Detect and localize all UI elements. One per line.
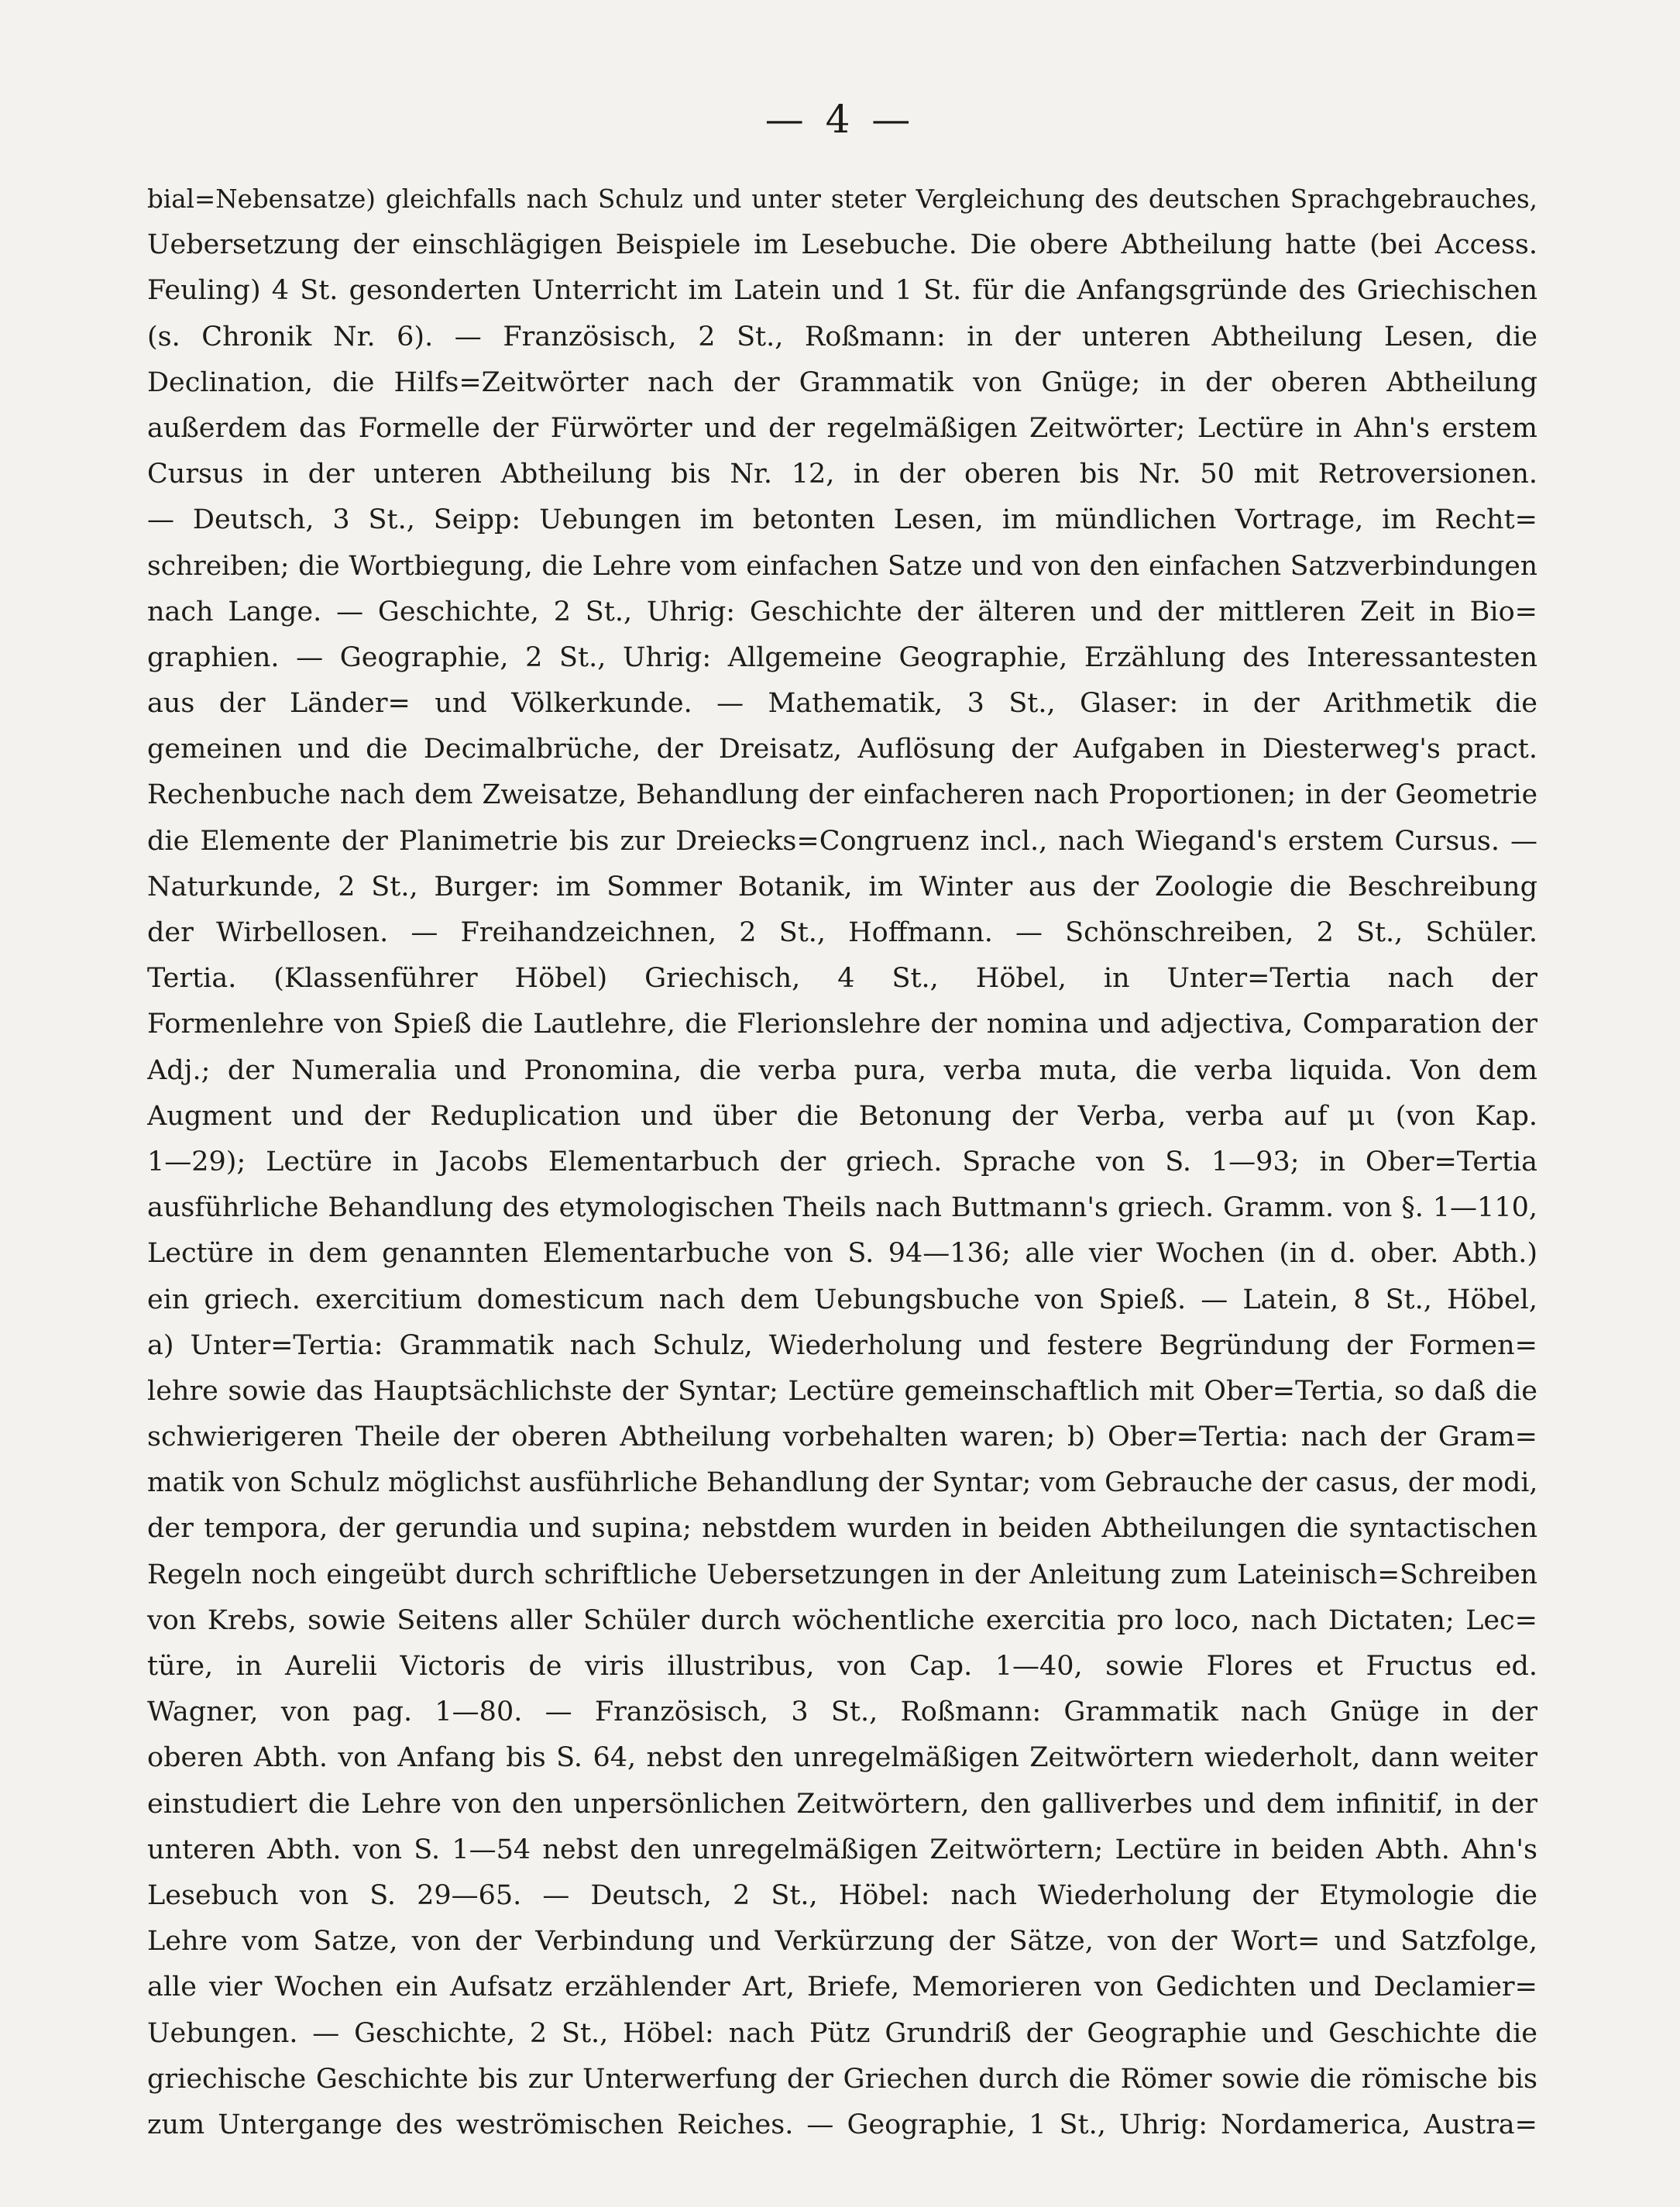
- text-line: Cursus in der unteren Abtheilung bis Nr. 12, in der oberen bis Nr. 50 mit Retroversionen.: [147, 459, 1537, 490]
- text-line: zum Untergange des weströmischen Reiches. — Geographie, 1 St., Uhrig: Nordamerica, Austra=: [147, 2109, 1537, 2140]
- text-line: Declination, die Hilfs=Zeitwörter nach der Grammatik von Gnüge; in der oberen Abtheilung: [147, 366, 1537, 398]
- text-line: türe, in Aurelii Victoris de viris illustribus, von Cap. 1—40, sowie Flores et Fructus ed.: [147, 1651, 1537, 1682]
- text-line: griechische Geschichte bis zur Unterwerfung der Griechen durch die Römer sowie die römische bis: [147, 2063, 1537, 2095]
- text-line: graphien. — Geographie, 2 St., Uhrig: Allgemeine Geographie, Erzählung des Interessantesten: [147, 641, 1537, 673]
- text-line: Lectüre in dem genannten Elementarbuche von S. 94—136; alle vier Wochen (in d. ober. Abth.): [147, 1238, 1537, 1270]
- text-line: schreiben; die Wortbiegung, die Lehre vom einfachen Satze und von den einfachen Satzverbindungen: [147, 550, 1537, 582]
- text-line: Uebersetzung der einschlägigen Beispiele im Lesebuche. Die obere Abtheilung hatte (bei Access.: [147, 229, 1537, 261]
- text-line: Formenlehre von Spieß die Lautlehre, die Flerionslehre der nomina und adjectiva, Comparation der: [147, 1009, 1537, 1040]
- text-line: alle vier Wochen ein Aufsatz erzählender Art, Briefe, Memorieren von Gedichten und Declamier=: [147, 1972, 1537, 2003]
- text-line: nach Lange. — Geschichte, 2 St., Uhrig: Geschichte der älteren und der mittleren Zeit in Bio=: [147, 596, 1537, 627]
- text-line: die Elemente der Planimetrie bis zur Dreiecks=Congruenz incl., nach Wiegand's erstem Cursus. —: [147, 825, 1537, 857]
- page-number: — 4 —: [764, 97, 916, 142]
- text-line: Adj.; der Numeralia und Pronomina, die verba pura, verba muta, die verba liquida. Von dem: [147, 1054, 1537, 1086]
- text-line: Lesebuch von S. 29—65. — Deutsch, 2 St., Höbel: nach Wiederholung der Etymologie die: [147, 1879, 1537, 1911]
- text-line: bial=Nebensatze) gleichfalls nach Schulz und unter steter Vergleichung des deutschen Sprachgebrauches,: [147, 184, 1537, 214]
- text-line: a) Unter=Tertia: Grammatik nach Schulz, Wiederholung und festere Begründung der Formen=: [147, 1329, 1537, 1361]
- text-line: ein griech. exercitium domesticum nach dem Uebungsbuche von Spieß. — Latein, 8 St., Höbel,: [147, 1284, 1537, 1315]
- text-line: ausführliche Behandlung des etymologischen Theils nach Buttmann's griech. Gramm. von §. 1—110,: [147, 1192, 1537, 1224]
- text-line: der Wirbellosen. — Freihandzeichnen, 2 St., Hoffmann. — Schönschreiben, 2 St., Schüler.: [147, 917, 1537, 948]
- text-line: von Krebs, sowie Seitens aller Schüler durch wöchentliche exercitia pro loco, nach Dictaten; Lec=: [147, 1604, 1537, 1636]
- text-line: der tempora, der gerundia und supina; nebstdem wurden in beiden Abtheilungen die syntactischen: [147, 1513, 1537, 1545]
- text-line: Wagner, von pag. 1—80. — Französisch, 3 St., Roßmann: Grammatik nach Gnüge in der: [147, 1697, 1537, 1728]
- text-line: 1—29); Lectüre in Jacobs Elementarbuch der griech. Sprache von S. 1—93; in Ober=Tertia: [147, 1146, 1537, 1177]
- text-line: Uebungen. — Geschichte, 2 St., Höbel: nach Pütz Grundriß der Geographie und Geschichte die: [147, 2017, 1537, 2049]
- text-line: (s. Chronik Nr. 6). — Französisch, 2 St., Roßmann: in der unteren Abtheilung Lesen, die: [147, 321, 1537, 352]
- text-line: Feuling) 4 St. gesonderten Unterricht im Latein und 1 St. für die Anfangsgründe des Griechischen: [147, 275, 1537, 307]
- text-line: gemeinen und die Decimalbrüche, der Dreisatz, Auflösung der Aufgaben in Diesterweg's pract.: [147, 734, 1537, 765]
- text-line: schwierigeren Theile der oberen Abtheilung vorbehalten waren; b) Ober=Tertia: nach der Gram=: [147, 1421, 1537, 1453]
- text-line: einstudiert die Lehre von den unpersönlichen Zeitwörtern, den galliverbes und dem infinitif, in der: [147, 1788, 1537, 1820]
- text-line: Naturkunde, 2 St., Burger: im Sommer Botanik, im Winter aus der Zoologie die Beschreibung: [147, 871, 1537, 902]
- text-line: oberen Abth. von Anfang bis S. 64, nebst den unregelmäßigen Zeitwörtern wiederholt, dann weiter: [147, 1742, 1537, 1774]
- text-line: Tertia. (Klassenführer Höbel) Griechisch, 4 St., Höbel, in Unter=Tertia nach der: [147, 963, 1537, 995]
- text-line: Rechenbuche nach dem Zweisatze, Behandlung der einfacheren nach Proportionen; in der Geometrie: [147, 779, 1537, 811]
- body-text: [147, 177, 1537, 2148]
- text-line: lehre sowie das Hauptsächlichste der Syntar; Lectüre gemeinschaftlich mit Ober=Tertia, so daß die: [147, 1375, 1537, 1407]
- text-line: aus der Länder= und Völkerkunde. — Mathematik, 3 St., Glaser: in der Arithmetik die: [147, 688, 1537, 720]
- text-line: — Deutsch, 3 St., Seipp: Uebungen im betonten Lesen, im mündlichen Vortrage, im Recht=: [147, 504, 1537, 536]
- text-line: Regeln noch eingeübt durch schriftliche Uebersetzungen in der Anleitung zum Lateinisch=Schreiben: [147, 1559, 1537, 1590]
- text-line: matik von Schulz möglichst ausführliche Behandlung der Syntar; vom Gebrauche der casus, der modi,: [147, 1467, 1537, 1499]
- text-line: außerdem das Formelle der Fürwörter und der regelmäßigen Zeitwörter; Lectüre in Ahn's erstem: [147, 412, 1537, 444]
- text-line: unteren Abth. von S. 1—54 nebst den unregelmäßigen Zeitwörtern; Lectüre in beiden Abth. Ahn's: [147, 1834, 1537, 1865]
- text-line: Lehre vom Satze, von der Verbindung und Verkürzung der Sätze, von der Wort= und Satzfolge,: [147, 1926, 1537, 1958]
- text-line: Augment und der Reduplication und über die Betonung der Verba, verba auf μι (von Kap.: [147, 1100, 1537, 1132]
